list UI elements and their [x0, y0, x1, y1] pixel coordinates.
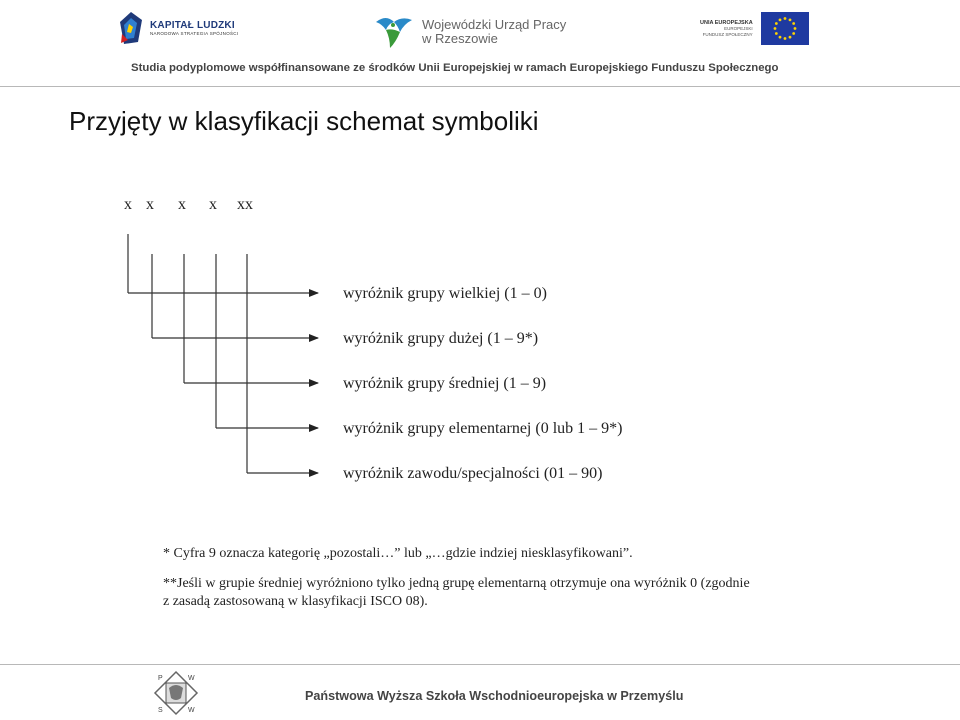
eu-line1: UNIA EUROPEJSKA — [700, 19, 753, 26]
footnote-1: * Cyfra 9 oznacza kategorię „pozostali…” lub „…gdzie indziej niesklasyfikowani”. — [163, 546, 633, 561]
footer-divider — [0, 664, 960, 665]
level-label-1: wyróżnik grupy wielkiej (1 – 0) — [343, 285, 547, 302]
pwsw-letter-w2: W — [188, 707, 195, 714]
wup-name-line2: w Rzeszowie — [422, 31, 498, 46]
footnote-2-line2: z zasadą zastosowaną w klasyfikacji ISCO 08). — [163, 594, 428, 609]
level-label-4: wyróżnik grupy elementarnej (0 lub 1 – 9*) — [343, 420, 623, 437]
level-label-5: wyróżnik zawodu/specjalności (01 – 90) — [343, 465, 603, 482]
symbol-position-5: xx — [237, 196, 253, 213]
header-tagline: Studia podyplomowe współfinansowane ze środków Unii Europejskiej w ramach Europejskiego Funduszu Społecznego — [131, 62, 779, 74]
eu-line3: FUNDUSZ SPOŁECZNY — [702, 31, 753, 37]
pwsw-logo-icon — [153, 670, 199, 716]
wup-name-line1: Wojewódzki Urząd Pracy — [422, 17, 567, 32]
eu-line2: EUROPEJSKI — [724, 25, 753, 31]
footer-institution: Państwowa Wyższa Szkoła Wschodnioeuropejska w Przemyślu — [305, 689, 684, 703]
pwsw-letter-s: S — [158, 707, 163, 714]
footnote-2-line1: **Jeśli w grupie średniej wyróżniono tylko jedną grupę elementarną otrzymuje ona wyróżnik 0 (zgodnie — [163, 576, 750, 591]
pwsw-letter-p: P — [158, 675, 163, 682]
symbol-position-2: x — [146, 196, 154, 213]
level-label-3: wyróżnik grupy średniej (1 – 9) — [343, 375, 547, 392]
symbol-position-4: x — [209, 196, 217, 213]
symbol-position-1: x — [124, 196, 132, 213]
slide-title: Przyjęty w klasyfikacji schemat symboliki — [69, 106, 539, 136]
kapital-ludzki-sub: NARODOWA STRATEGIA SPÓJNOŚCI — [150, 31, 239, 36]
symbol-position-3: x — [178, 196, 186, 213]
level-label-2: wyróżnik grupy dużej (1 – 9*) — [343, 330, 539, 347]
kapital-ludzki-name: KAPITAŁ LUDZKI — [150, 20, 235, 31]
pwsw-letter-w1: W — [188, 675, 195, 682]
